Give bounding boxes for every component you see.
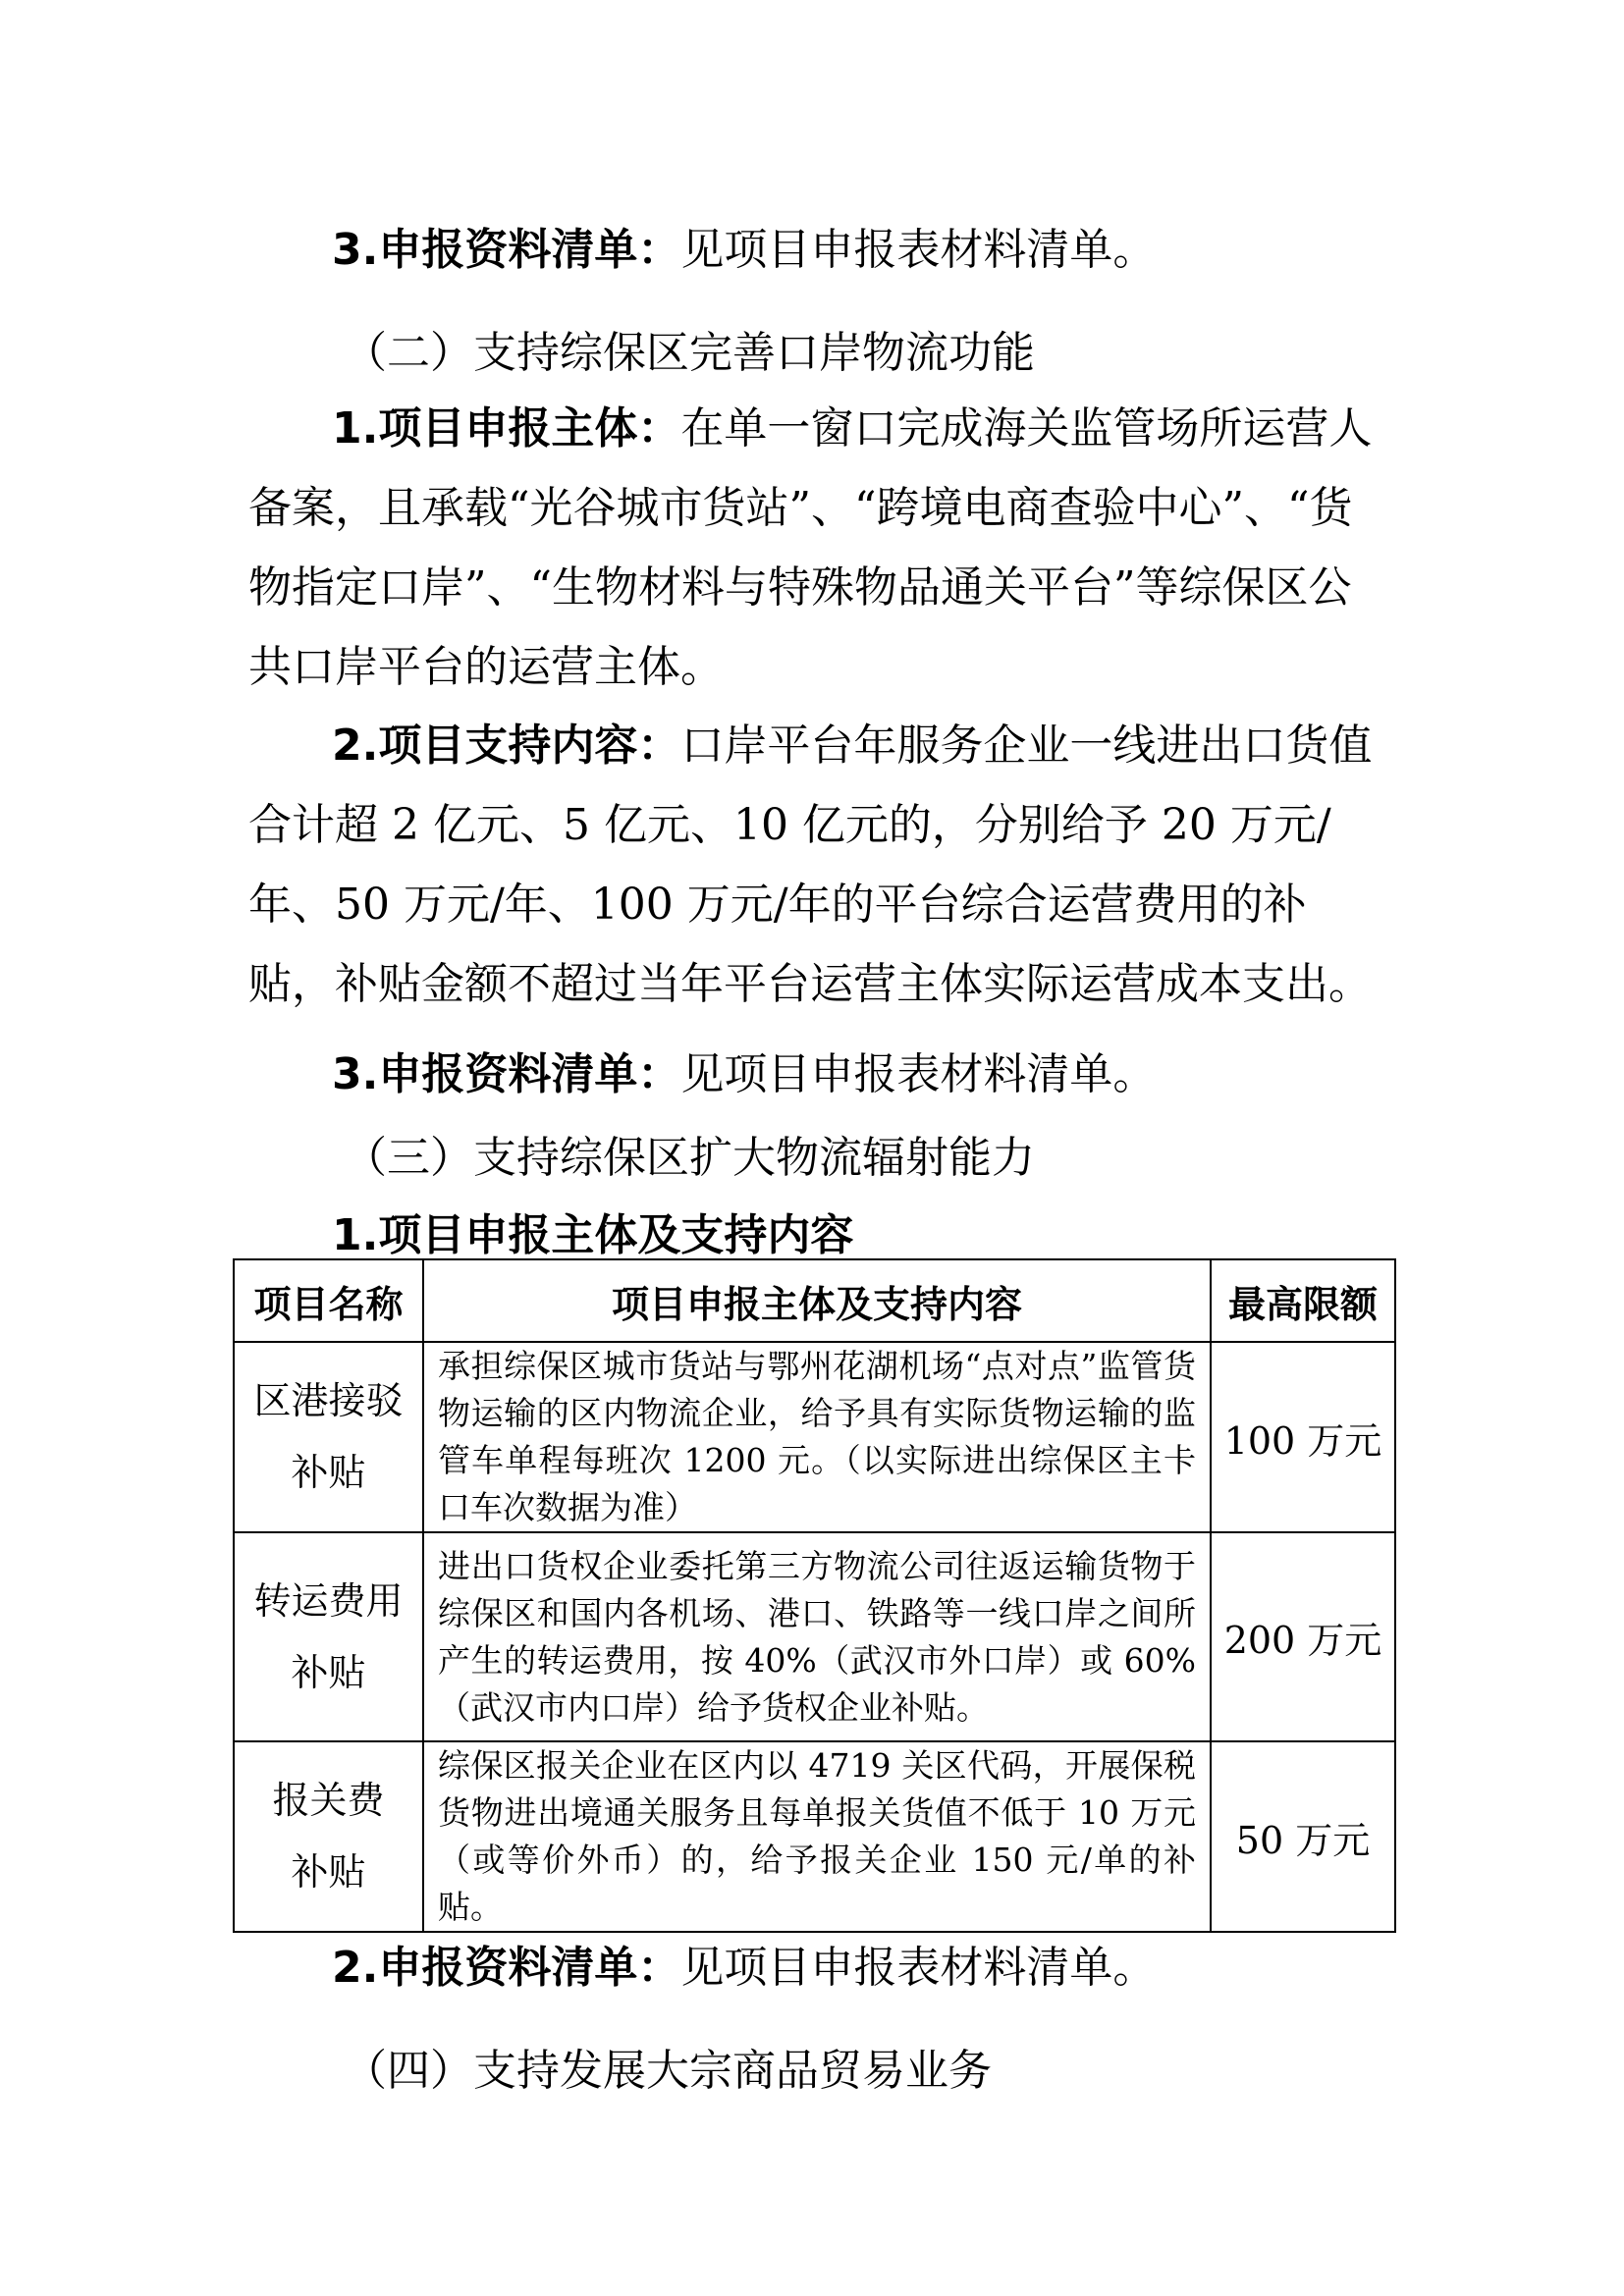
paragraph-support-content [248,706,1392,1024]
paragraph-materials-list-3 [248,1932,1156,1995]
header-max-amount: 最高限额 [1211,1259,1395,1342]
row-name: 转运费用 补贴 [234,1532,423,1741]
header-content: 项目申报主体及支持内容 [423,1259,1211,1342]
row-name: 报关费 补贴 [234,1741,423,1932]
applicant-label: 1.项目申报主体： [332,403,681,454]
applicant-text: 在单一窗口完成海关监管场所运营人备案，且承载“光谷城市货站”、“跨境电商查验中心”、“货物指定口岸”、“生物材料与特殊物品通关平台”等综保区公共口岸平台的运营主体。 [248,403,1373,692]
subsidy-table [233,1258,1396,1933]
table-row [234,1741,1395,1932]
materials-text-2: 见项目申报表材料清单。 [680,1049,1157,1099]
section-heading-2: （二）支持综保区完善口岸物流功能 [344,328,1035,378]
table-row [234,1342,1395,1532]
row-name: 区港接驳 补贴 [234,1342,423,1532]
materials-label-1: 3.申报资料清单： [332,225,681,275]
section-heading-4: （四）支持发展大宗商品贸易业务 [344,2046,992,2096]
table-row [234,1532,1395,1741]
section-heading-3: （三）支持综保区扩大物流辐射能力 [344,1133,1035,1183]
paragraph-applicant [248,389,1392,707]
support-text: 口岸平台年服务企业一线进出口货值合计超 2 亿元、5 亿元、10 亿元的，分别给予 20 万元/年、50 万元/年、100 万元/年的平台综合运营费用的补贴，补贴金额不超过当年平台运营主体实际运营成本支出。 [248,721,1373,1009]
subheading-applicant-support: 1.项目申报主体及支持内容 [332,1210,854,1260]
paragraph-materials-list-1 [248,214,1156,277]
row-amount: 200 万元 [1211,1532,1395,1741]
materials-text-3: 见项目申报表材料清单。 [680,1943,1157,1993]
row-amount: 100 万元 [1211,1342,1395,1532]
row-content: 进出口货权企业委托第三方物流公司往返运输货物于综保区和国内各机场、港口、铁路等一线口岸之间所产生的转运费用，按 40%（武汉市外口岸）或 60%（武汉市内口岸）给予货权企业补贴。 [423,1532,1211,1741]
paragraph-materials-list-2 [248,1039,1156,1101]
table-header-row [234,1259,1395,1342]
row-amount: 50 万元 [1211,1741,1395,1932]
materials-label-3: 2.申报资料清单： [332,1943,681,1993]
row-content: 综保区报关企业在区内以 4719 关区代码，开展保税货物进出境通关服务且每单报关货值不低于 10 万元（或等价外币）的，给予报关企业 150 元/单的补贴。 [423,1741,1211,1932]
materials-label-2: 3.申报资料清单： [332,1049,681,1099]
materials-text-1: 见项目申报表材料清单。 [680,225,1157,275]
row-content: 承担综保区城市货站与鄂州花湖机场“点对点”监管货物运输的区内物流企业，给予具有实际货物运输的监管车单程每班次 1200 元。（以实际进出综保区主卡口车次数据为准） [423,1342,1211,1532]
header-project-name: 项目名称 [234,1259,423,1342]
support-label: 2.项目支持内容： [332,721,681,771]
